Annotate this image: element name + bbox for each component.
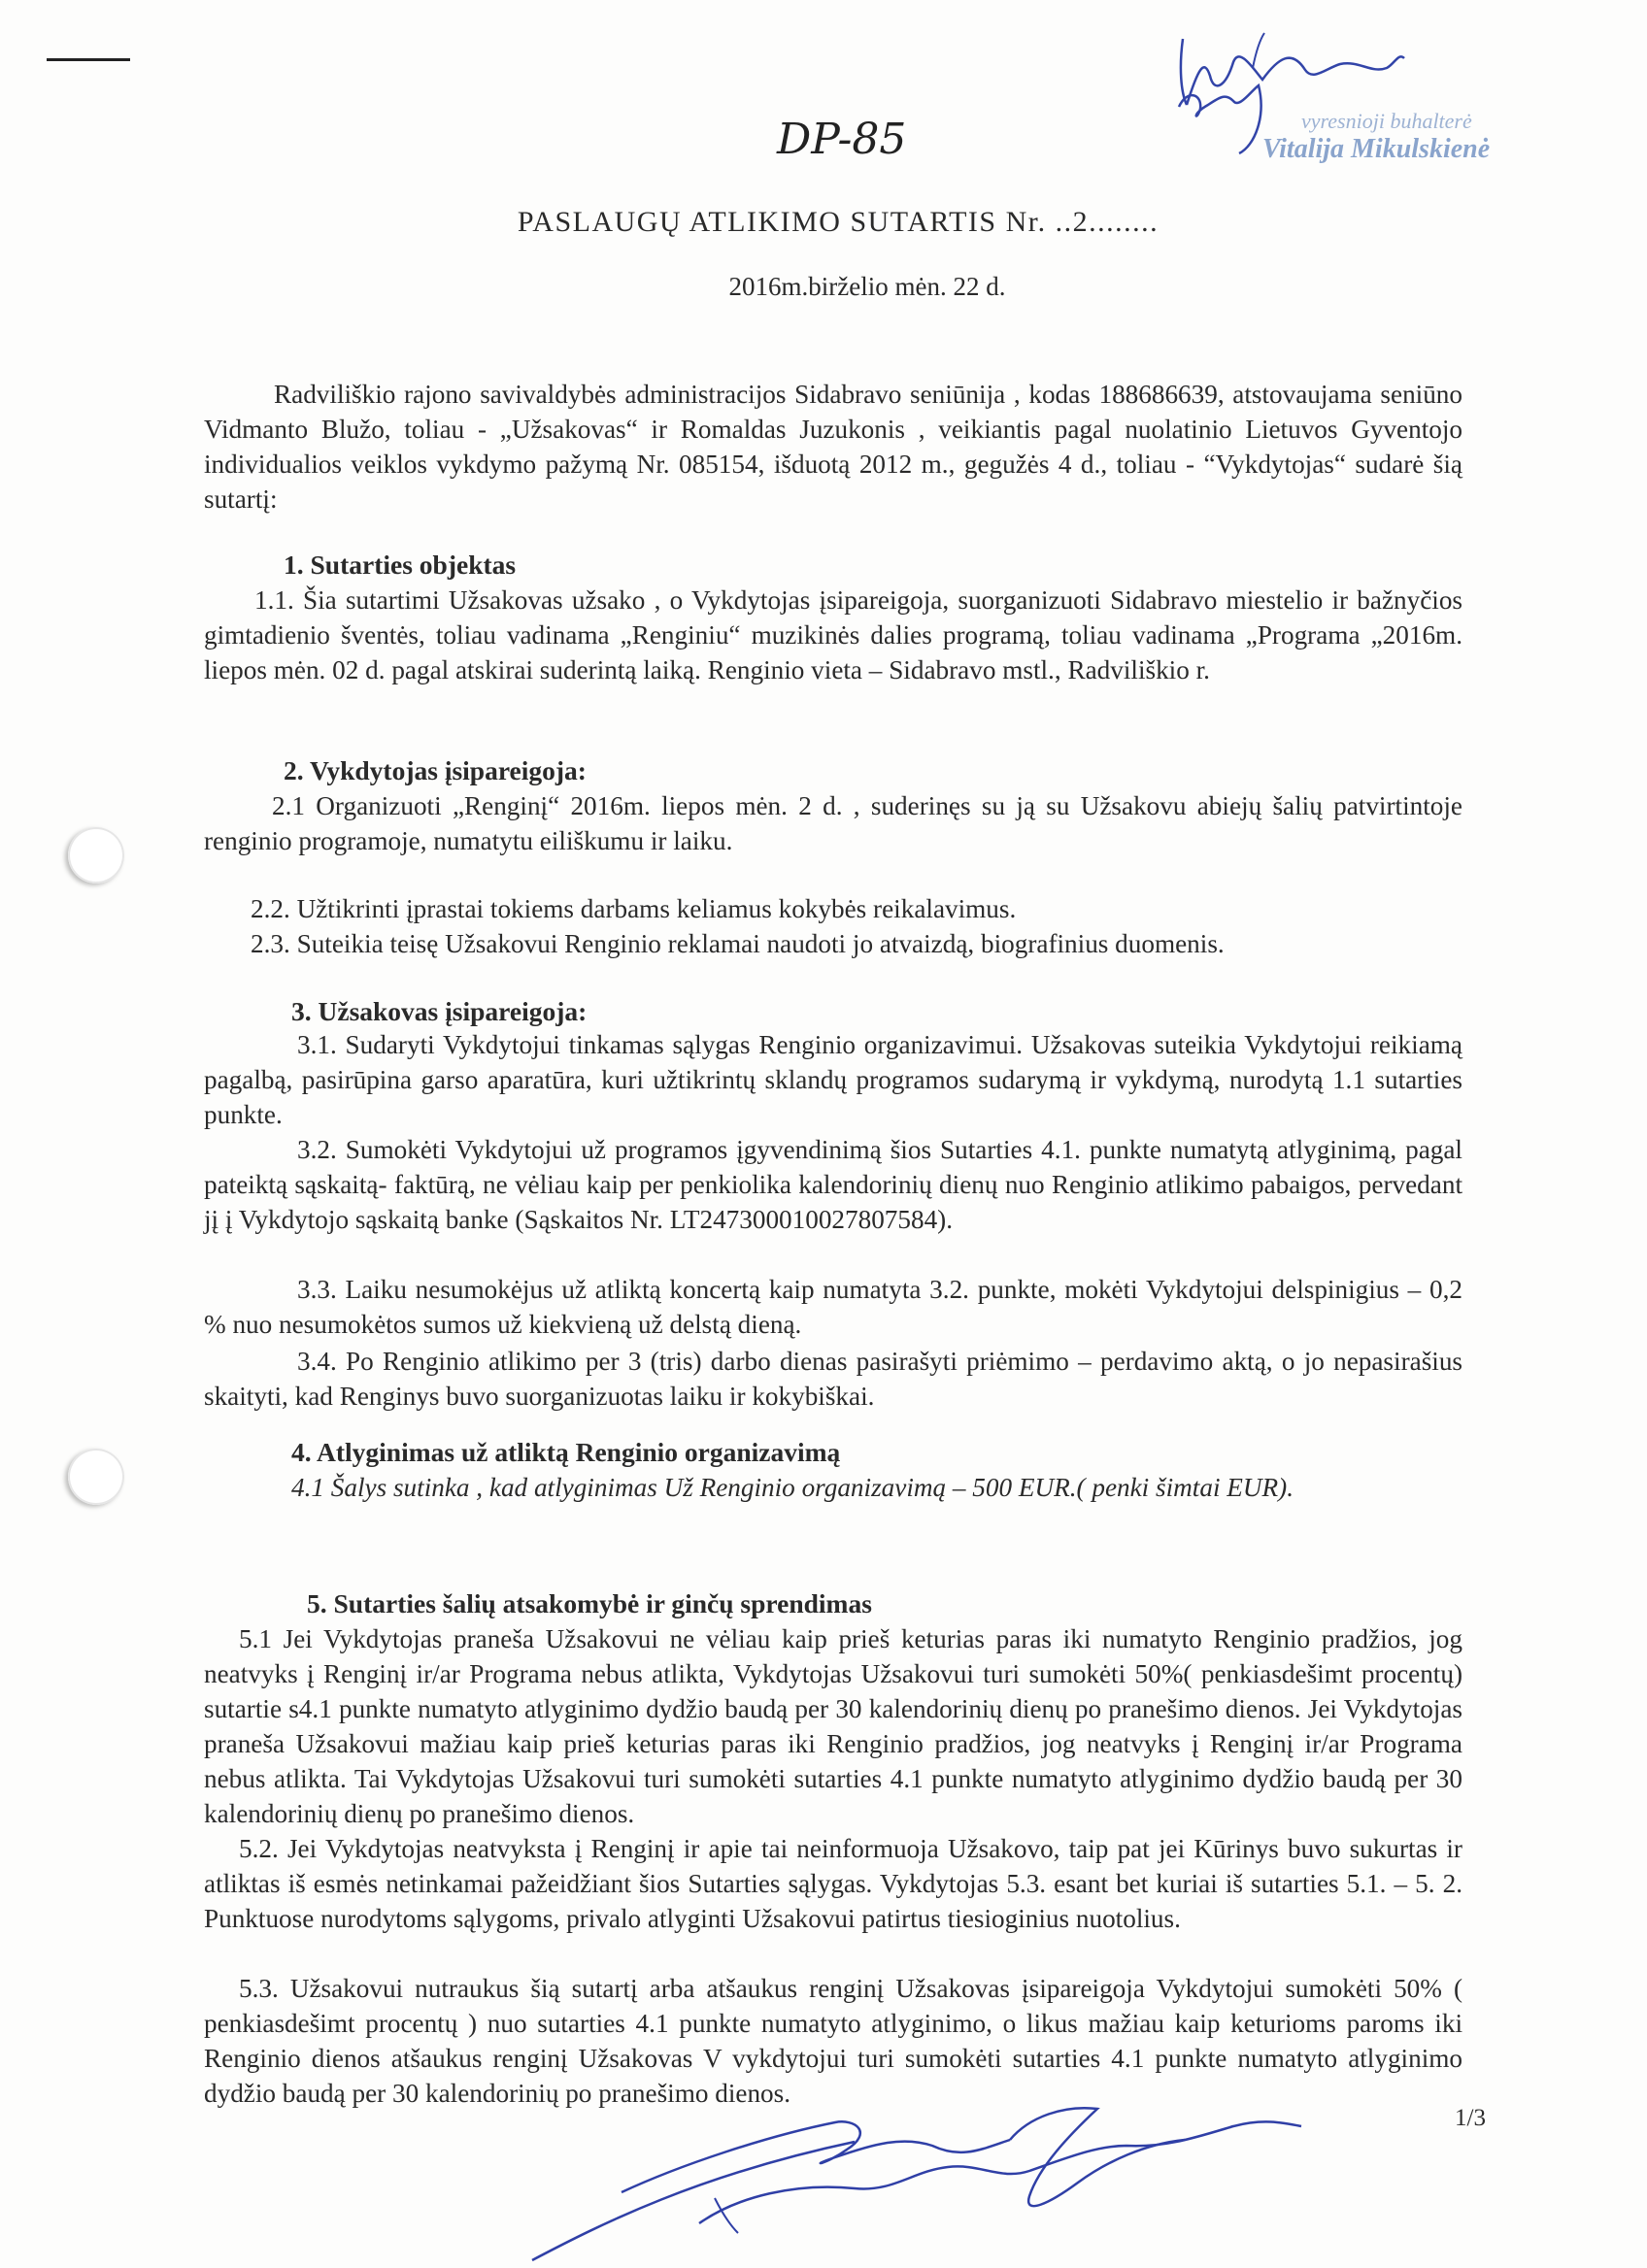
section-5-heading: 5. Sutarties šalių atsakomybė ir ginčų sprendimas <box>307 1588 872 1618</box>
section-3-paragraph-2: 3.2. Sumokėti Vykdytojui už programos įgyvendinimą šios Sutarties 4.1. punkte numatytą atlyginimą, pagal pateiktą sąskaitą- faktūrą, ne vėliau kaip per penkiolika kalendorinių dienų nuo Renginio atlikimo pabaigos, pervedant jį į Vykdytojo sąskaitą banke (Sąskaitos Nr. LT247300010027807584). <box>204 1135 1462 1234</box>
section-3-paragraph-3: 3.3. Laiku nesumokėjus už atliktą koncertą kaip numatyta 3.2. punkte, mokėti Vykdytojui delspinigius – 0,2 % nuo nesumokėtos sumos už kiekvieną už delstą dieną. <box>204 1275 1462 1339</box>
intro-paragraph: Radviliškio rajono savivaldybės administracijos Sidabravo seniūnija , kodas 188686639, atstovaujama seniūno Vidmanto Blužo, toliau - „Užsakovas“ ir Romaldas Juzukonis , veikiantis pagal nuolatinio Lietuvos Gyventojo individualios veiklos vykdymo pažymą Nr. 085154, išduotą 2012 m., gegužės 4 d., toliau - “Vykdytojas“ sudarė šią sutartį: <box>204 380 1462 514</box>
section-3-paragraph-4: 3.4. Po Renginio atlikimo per 3 (tris) darbo dienas pasirašyti priėmimo – perdavimo aktą, o jo nepasirašius skaityti, kad Renginys buvo suorganizuotas laiku ir kokybiškai. <box>204 1347 1462 1411</box>
section-3-heading: 3. Užsakovas įsipareigoja: <box>291 996 588 1026</box>
section-5-paragraph-3: 5.3. Užsakovui nutraukus šią sutartį arba atšaukus renginį Užsakovas įsipareigoja Vykdytojui sumokėti 50% ( penkiasdešimt procentų ) nuo sutarties 4.1 punkte numatyto atlyginimo, o likus mažiau kaip keturioms paroms iki Renginio dienos atšaukus renginį Užsakovas V vykdytojui turi sumokėti sutarties 4.1 punkte numatyto atlyginimo dydžio baudą per 30 kalendorinių po pranešimo dienos. <box>204 1974 1462 2108</box>
section-3-paragraph-1: 3.1. Sudaryti Vykdytojui tinkamas sąlygas Renginio organizavimui. Užsakovas suteikia Vykdytojui reikiamą pagalbą, pasirūpina garso aparatūra, kuri užtikrintų sklandų programos sudarymą ir vykdymą, nurodytą 1.1 sutarties punkte. <box>204 1030 1462 1129</box>
section-2-heading: 2. Vykdytojas įsipareigoja: <box>284 755 587 785</box>
section-2-paragraph-1: 2.1 Organizuoti „Renginį“ 2016m. liepos mėn. 2 d. , suderinęs su ją su Užsakovu abiejų šalių patvirtintoje renginio programoje, numatytu eiliškumu ir laiku. <box>204 791 1462 855</box>
section-2-paragraph-2: 2.2. Užtikrinti įprastai tokiems darbams keliamus kokybės reikalavimus. <box>251 894 1017 923</box>
section-5-paragraph-1: 5.1 Jei Vykdytojas praneša Užsakovui ne vėliau kaip prieš keturias paras iki numatyto Renginio pradžios, jog neatvyks į Renginį ir/ar Programa nebus atlikta, Vykdytojas Užsakovui turi sumokėti 50%( penkiasdešimt procentų) sutartie s4.1 punkte numatyto atlyginimo dydžio baudą per 30 kalendorinių dienų po pranešimo dienos. Jei Vykdytojas praneša Užsakovui mažiau kaip prieš keturias paras iki Renginio pradžios, jog neatvyks į Renginį ir/ar Programa nebus atlikta. Tai Vykdytojas Užsakovui turi sumokėti sutarties 4.1 punkte numatyto atlyginimo dydžio baudą per 30 kalendorinių dienų po pranešimo dienos. <box>204 1624 1462 1828</box>
stamp-role: vyresnioji buhalterė <box>1301 109 1472 133</box>
page-number: 1/3 <box>1455 2105 1486 2131</box>
document-date: 2016m.birželio mėn. 22 d. <box>728 272 1006 301</box>
stamp-name: Vitalija Mikulskienė <box>1262 134 1491 164</box>
section-1-paragraph-1: 1.1. Šia sutartimi Užsakovas užsako , o Vykdytojas įsipareigoja, suorganizuoti Sidabravo miestelio ir bažnyčios gimtadienio šventės, toliau vadinama „Renginiu“ muzikinės dalies programą, toliau vadinama „Programa „2016m. liepos mėn. 02 d. pagal atskirai suderintą laiką. Renginio vieta – Sidabravo mstl., Radviliškio r. <box>204 585 1462 684</box>
section-4-paragraph-1: 4.1 Šalys sutinka , kad atlyginimas Už Renginio organizavimą – 500 EUR.( penki šimtai EUR). <box>291 1473 1294 1502</box>
document-title: PASLAUGŲ ATLIKIMO SUTARTIS Nr. ..2........ <box>517 206 1160 238</box>
section-5-paragraph-2: 5.2. Jei Vykdytojas neatvyksta į Renginį ir apie tai neinformuoja Užsakovo, taip pat jei Kūrinys buvo sukurtas ir atliktas iš esmės netinkamai pažeidžiant šios Sutarties sąlygas. Vykdytojas 5.3. esant bet kuriai iš sutarties 5.1. – 5. 2. Punktuose nurodytoms sąlygoms, privalo atlyginti Užsakovui patirtus tiesioginius nuotolius. <box>204 1834 1462 1933</box>
handwritten-reference-note: DP-85 <box>777 115 907 164</box>
section-2-paragraph-3: 2.3. Suteikia teisę Užsakovui Renginio reklamai naudoti jo atvaizdą, biografinius duomenis. <box>251 929 1225 958</box>
section-4-heading: 4. Atlyginimas už atliktą Renginio organizavimą <box>291 1437 841 1467</box>
section-1-heading: 1. Sutarties objektas <box>284 550 517 580</box>
